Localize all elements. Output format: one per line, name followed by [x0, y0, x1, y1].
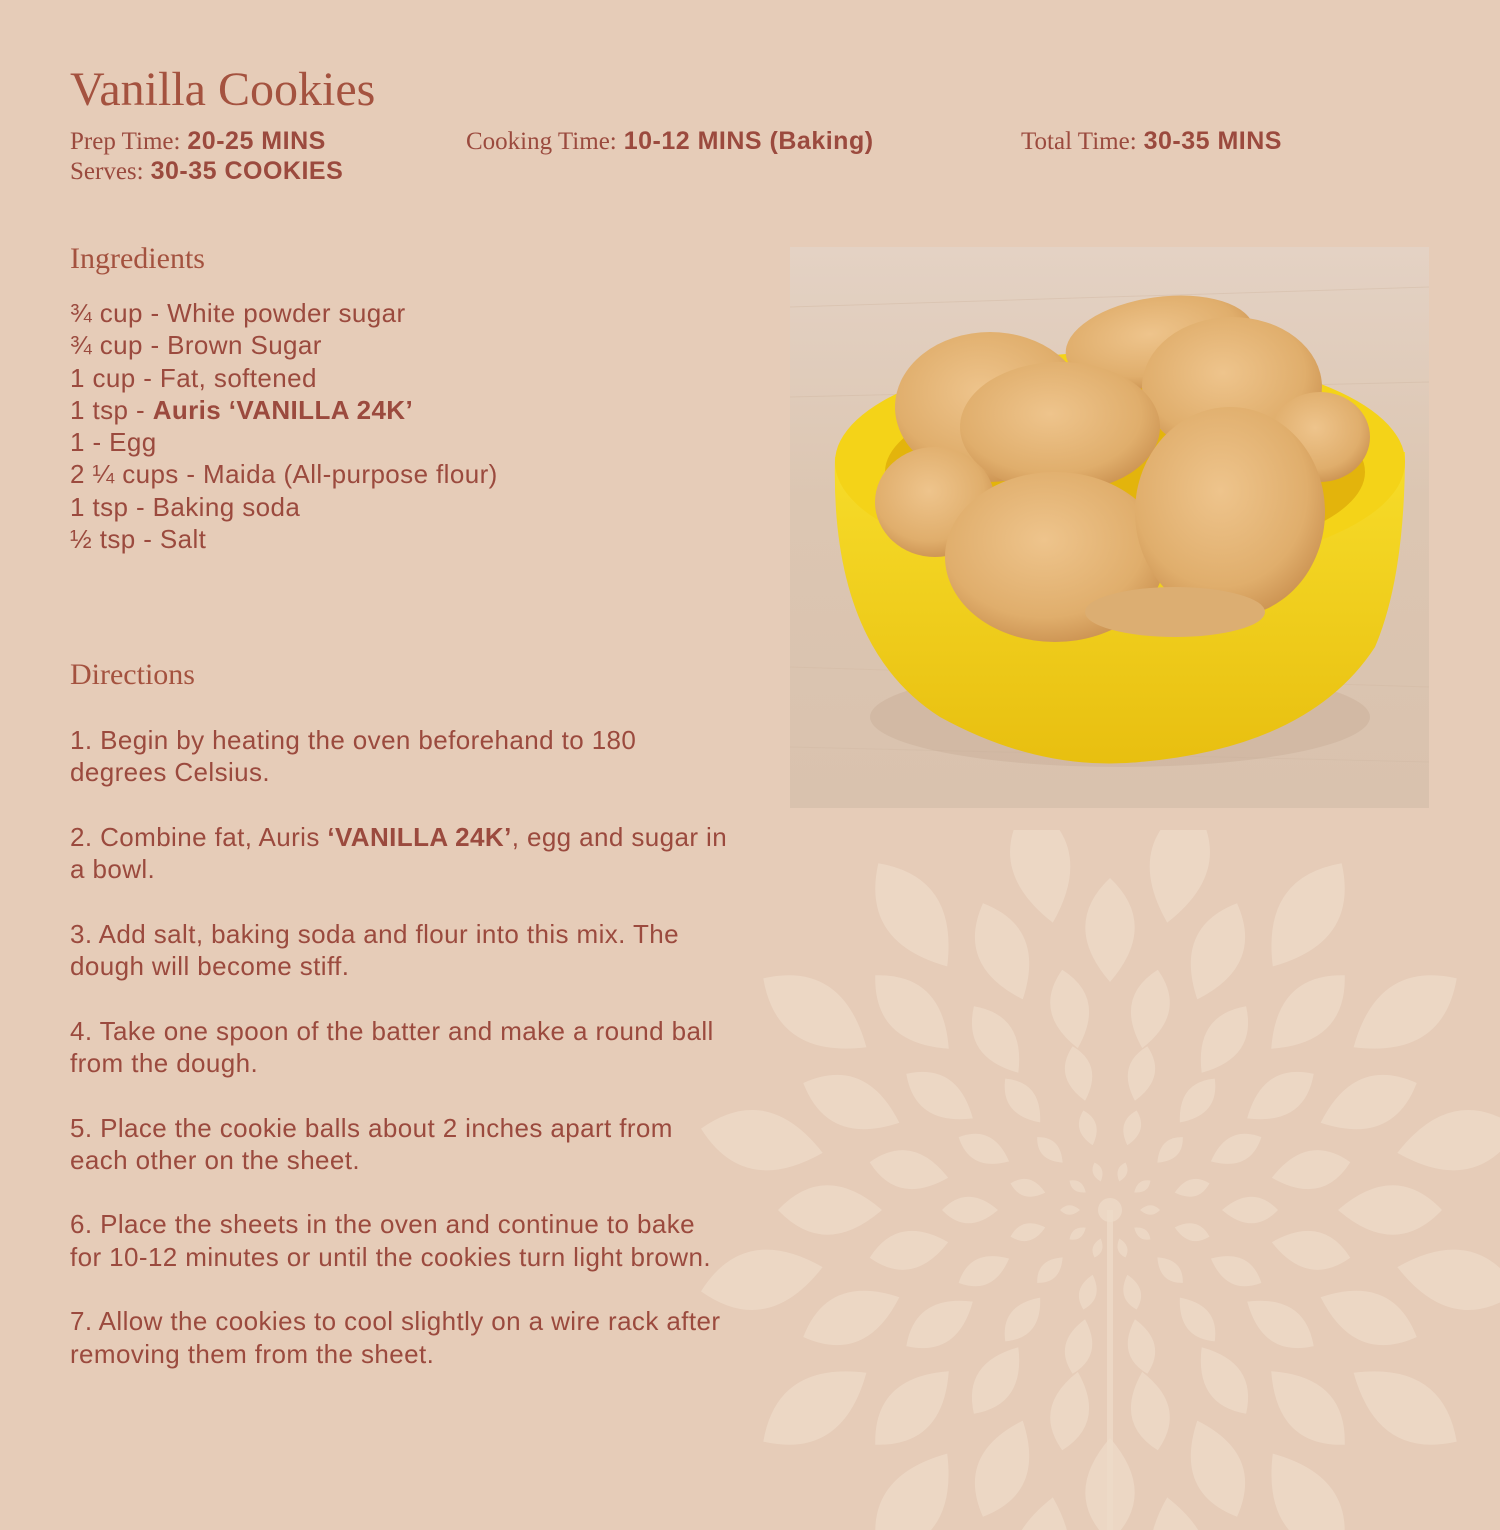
flower-petal [854, 1437, 972, 1530]
total-time-value: 30-35 MINS [1143, 127, 1282, 155]
ingredients-list [70, 297, 498, 555]
direction-step-brand: ‘VANILLA 24K’ [327, 821, 512, 852]
flower-petal [747, 954, 883, 1072]
direction-step: 3. Add salt, baking soda and flour into this mix. The dough will become stiff. [70, 918, 679, 982]
flower-petal [778, 1185, 882, 1234]
flower-petal [1268, 1224, 1354, 1277]
prep-time-label: Prep Time: [70, 128, 181, 155]
flower-petal [1060, 1316, 1098, 1377]
direction-step [70, 821, 730, 886]
ingredient-item: ¾ cup - White powder sugar [70, 298, 406, 328]
cooking-time [466, 126, 874, 157]
flower-petal [1186, 1337, 1262, 1425]
flower-petal [1122, 1316, 1160, 1377]
flower-petal [1119, 1273, 1145, 1312]
direction-step: 1. Begin by heating the oven beforehand to 180 degrees Celsius. [70, 725, 637, 788]
flower-petal [1237, 1058, 1325, 1134]
flower-petal [1031, 1131, 1069, 1169]
flower-petal [1131, 1224, 1153, 1243]
cookies-photo [790, 247, 1429, 808]
recipe-title: Vanilla Cookies [70, 63, 376, 116]
flower-petal [1254, 958, 1362, 1066]
flower-petal [858, 1354, 966, 1462]
flower-petal [866, 1224, 952, 1277]
flower-petal [1115, 1161, 1130, 1183]
flower-petal [1392, 1238, 1500, 1320]
flower-petal [1337, 1348, 1473, 1466]
flower-petal [1268, 1144, 1354, 1197]
flower-petal [1337, 954, 1473, 1072]
flower-petal [960, 894, 1045, 1009]
flower-petal [1075, 1108, 1101, 1147]
flower-petal [1067, 1177, 1089, 1196]
flower-petal [1254, 1354, 1362, 1462]
ingredient-item: ¾ cup - Brown Sugar [70, 330, 322, 361]
flower-petal [896, 1058, 984, 1134]
flower-petal [1248, 847, 1366, 983]
flower-petal [1173, 1219, 1212, 1245]
flower-petal [1169, 1289, 1225, 1349]
prep-time [70, 126, 326, 157]
flower-petal [1031, 1251, 1069, 1289]
flower-petal [942, 1197, 998, 1224]
flower-petal [1140, 1205, 1160, 1215]
flower-petal [958, 996, 1034, 1084]
flower-petal [1000, 830, 1082, 928]
flower-petal [1008, 1175, 1047, 1201]
flower-petal [896, 1286, 984, 1362]
flower-petal [1090, 1237, 1105, 1259]
ingredient-qty: 1 tsp - [70, 394, 153, 425]
flower-petal [1124, 966, 1177, 1052]
flower-petal [1008, 1219, 1047, 1245]
decorative-flower-pattern [700, 830, 1500, 1530]
flower-petal [953, 1247, 1015, 1295]
flower-petal [1169, 1070, 1225, 1130]
flower-petal [1311, 1060, 1426, 1145]
serves-value: 30-35 COOKIES [150, 157, 344, 185]
flower-petal [1090, 1161, 1105, 1183]
directions-heading: Directions [70, 658, 195, 691]
flower-petal [960, 1411, 1045, 1526]
flower-petal [1174, 894, 1259, 1009]
flower-petal [866, 1144, 952, 1197]
ingredient-item: 1 cup - Fat, softened [70, 362, 317, 393]
ingredient-item: 1 - Egg [70, 427, 157, 458]
total-time [1021, 126, 1282, 157]
flower-petal [1151, 1251, 1189, 1289]
cooking-time-value: 10-12 MINS (Baking) [623, 127, 874, 155]
flower-petal [995, 1070, 1051, 1130]
flower-petal [1338, 1185, 1442, 1234]
ingredient-item: ½ tsp - Salt [70, 524, 207, 555]
flower-petal [1151, 1131, 1189, 1169]
direction-step: 4. Take one spoon of the batter and make a round ball from the dough. [70, 1015, 714, 1078]
flower-petal [995, 1289, 1051, 1349]
ingredient-item: 2 ¼ cups - Maida (All-purpose flour) [70, 459, 498, 490]
flower-petal [747, 1348, 883, 1466]
flower-petal [1138, 830, 1220, 928]
flower-petal [1044, 966, 1097, 1052]
ingredient-item: 1 tsp - Baking soda [70, 491, 301, 522]
prep-time-value: 20-25 MINS [187, 127, 326, 155]
flower-petal [1060, 1043, 1098, 1104]
cookies-bowl-illustration [790, 247, 1429, 808]
flower-petal [1124, 1368, 1177, 1454]
flower-petal [1085, 878, 1134, 982]
flower-petal [794, 1274, 909, 1359]
ingredient-item [70, 394, 498, 426]
flower-petal [1075, 1273, 1101, 1312]
flower-petal [700, 1238, 828, 1320]
flower-petal [953, 1125, 1015, 1173]
flower-petal [1222, 1197, 1278, 1224]
flower-petal [1205, 1125, 1267, 1173]
flower-petal [1392, 1100, 1500, 1182]
directions-list [70, 724, 730, 1402]
ingredient-brand: Auris ‘VANILLA 24K’ [152, 394, 414, 425]
flower-petal [1173, 1175, 1212, 1201]
serves [70, 156, 343, 187]
flower-petal [1311, 1274, 1426, 1359]
flower-petal [858, 958, 966, 1066]
flower-petal [1119, 1108, 1145, 1147]
flower-petal [1122, 1043, 1160, 1104]
flower-petal [1248, 1437, 1366, 1530]
flower-petal [1131, 1177, 1153, 1196]
flower-petal [1205, 1247, 1267, 1295]
flower-petal [1044, 1368, 1097, 1454]
serves-label: Serves: [70, 158, 144, 185]
direction-step-text: 2. Combine fat, Auris [70, 821, 328, 852]
cooking-time-label: Cooking Time: [466, 128, 617, 155]
direction-step-text: , egg and sugar in a bowl. [70, 821, 728, 885]
flower-petal [794, 1060, 909, 1145]
direction-step: 7. Allow the cookies to cool slightly on a wire rack after removing them from the sheet. [70, 1306, 721, 1369]
flower-petal [1174, 1411, 1259, 1526]
ingredients-heading: Ingredients [70, 242, 205, 275]
flower-petal [1067, 1224, 1089, 1243]
flower-petal [1237, 1286, 1325, 1362]
direction-step: 5. Place the cookie balls about 2 inches apart from each other on the sheet. [70, 1112, 673, 1175]
flower-petal [1186, 996, 1262, 1084]
direction-step: 6. Place the sheets in the oven and continue to bake for 10-12 minutes or until the cookies turn light brown. [70, 1209, 711, 1272]
flower-petal [700, 1100, 828, 1182]
flower-petal [1060, 1205, 1080, 1215]
total-time-label: Total Time: [1021, 128, 1137, 155]
flower-petal [1115, 1237, 1130, 1259]
flower-petal [958, 1337, 1034, 1425]
flower-petal [854, 847, 972, 983]
